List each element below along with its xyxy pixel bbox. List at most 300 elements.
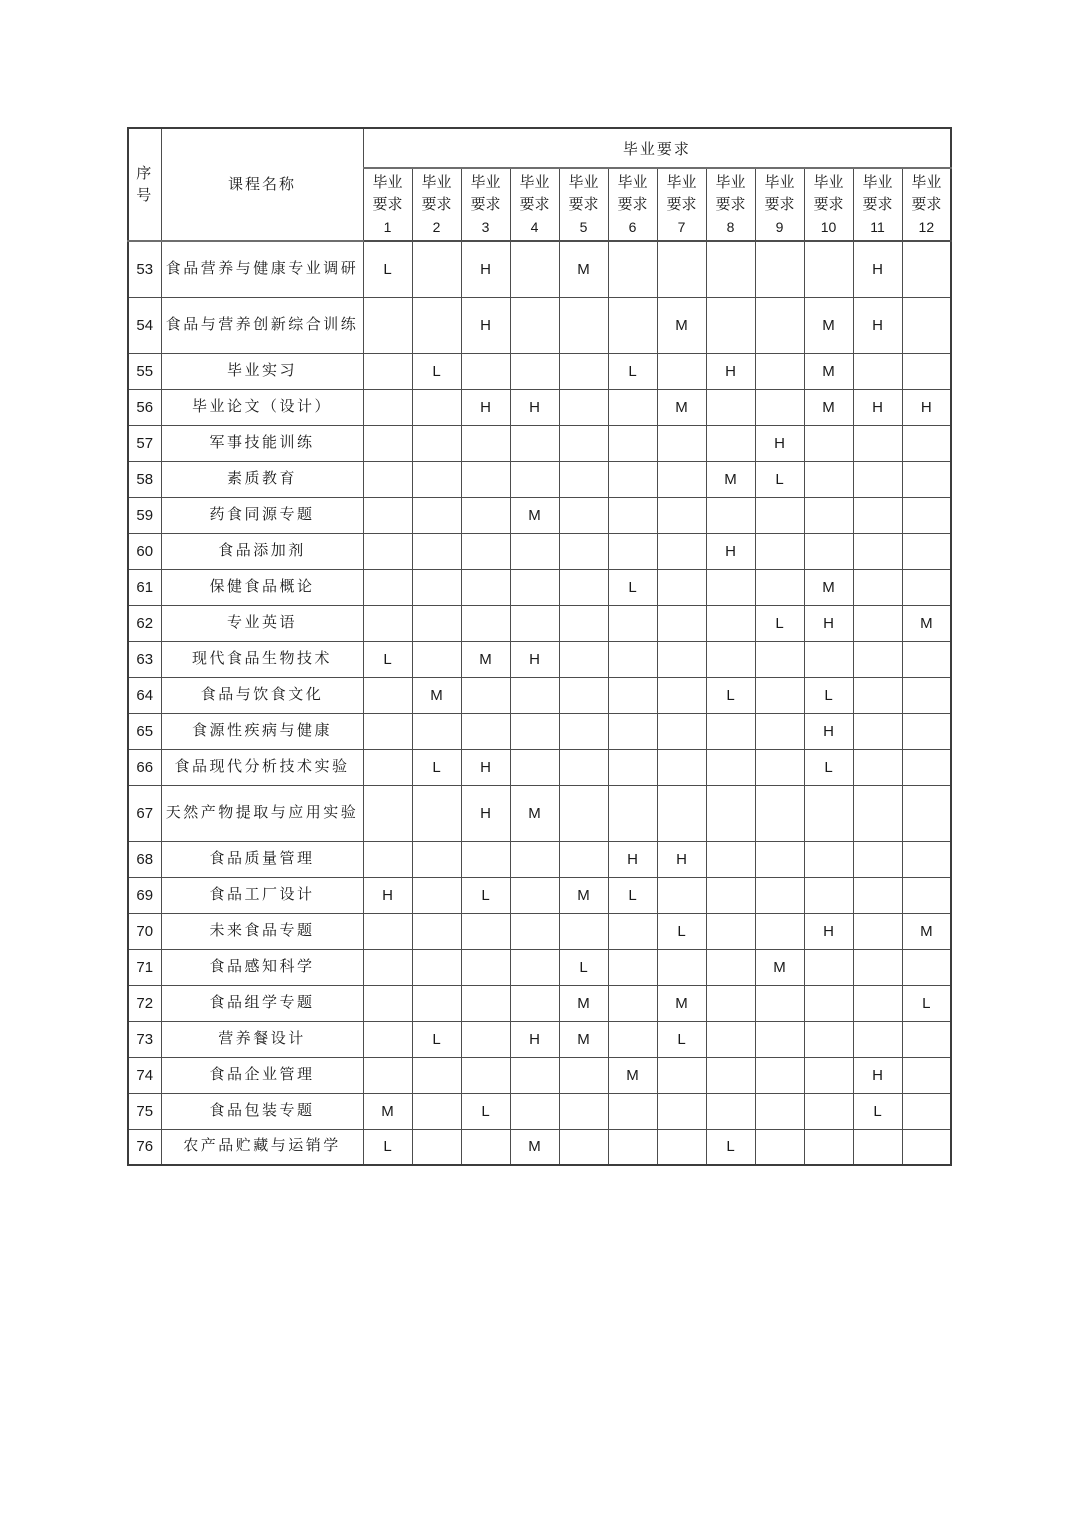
req-3-level-cell: H bbox=[461, 749, 510, 785]
req-9-level-cell: M bbox=[755, 949, 804, 985]
req-7-level-cell: L bbox=[657, 1021, 706, 1057]
req-7-level-cell bbox=[657, 1129, 706, 1165]
req-10-level-cell: M bbox=[804, 389, 853, 425]
row-number: 65 bbox=[128, 713, 161, 749]
req-6-level-cell bbox=[608, 677, 657, 713]
req-6-level-cell: L bbox=[608, 877, 657, 913]
req-1-level-cell: H bbox=[363, 877, 412, 913]
req-10-level-cell bbox=[804, 461, 853, 497]
req-9-level-cell bbox=[755, 749, 804, 785]
req-2-level-cell bbox=[412, 949, 461, 985]
req-4-level-cell: H bbox=[510, 389, 559, 425]
req-12-level-cell bbox=[902, 569, 951, 605]
req-9-level-cell bbox=[755, 677, 804, 713]
req-9-level-cell bbox=[755, 713, 804, 749]
table-row-76 bbox=[128, 1129, 951, 1165]
req-2-level-cell bbox=[412, 1129, 461, 1165]
req-6-level-cell bbox=[608, 913, 657, 949]
req-5-level-cell bbox=[559, 569, 608, 605]
req-11-level-cell bbox=[853, 1129, 902, 1165]
req-5-level-cell bbox=[559, 497, 608, 533]
req-12-level-cell bbox=[902, 353, 951, 389]
req-2-level-cell bbox=[412, 241, 461, 297]
req-3-level-cell bbox=[461, 425, 510, 461]
req-2-level-cell bbox=[412, 785, 461, 841]
table-row-73 bbox=[128, 1021, 951, 1057]
req-11-level-cell bbox=[853, 1021, 902, 1057]
req-10-level-cell: M bbox=[804, 353, 853, 389]
req-8-level-cell: M bbox=[706, 461, 755, 497]
req-10-level-cell bbox=[804, 985, 853, 1021]
req-4-level-cell bbox=[510, 297, 559, 353]
req-11-level-cell: H bbox=[853, 389, 902, 425]
req-7-level-cell bbox=[657, 1057, 706, 1093]
req-4-level-cell: M bbox=[510, 785, 559, 841]
req-1-level-cell bbox=[363, 749, 412, 785]
req-5-level-cell bbox=[559, 677, 608, 713]
header-req-col-8: 毕业 要求 8 bbox=[706, 168, 755, 241]
req-7-level-cell bbox=[657, 425, 706, 461]
req-5-level-cell bbox=[559, 913, 608, 949]
req-5-level-cell bbox=[559, 389, 608, 425]
req-6-level-cell: L bbox=[608, 569, 657, 605]
req-1-level-cell bbox=[363, 461, 412, 497]
course-name: 营养餐设计 bbox=[161, 1021, 363, 1057]
req-8-level-cell bbox=[706, 297, 755, 353]
req-6-level-cell bbox=[608, 497, 657, 533]
req-4-level-cell bbox=[510, 353, 559, 389]
req-5-level-cell bbox=[559, 713, 608, 749]
req-9-level-cell bbox=[755, 353, 804, 389]
req-2-level-cell bbox=[412, 569, 461, 605]
req-5-level-cell bbox=[559, 1129, 608, 1165]
req-5-level-cell: M bbox=[559, 1021, 608, 1057]
req-12-level-cell bbox=[902, 785, 951, 841]
req-2-level-cell bbox=[412, 641, 461, 677]
req-12-level-cell bbox=[902, 949, 951, 985]
req-5-level-cell: L bbox=[559, 949, 608, 985]
req-12-level-cell bbox=[902, 497, 951, 533]
req-4-level-cell bbox=[510, 461, 559, 497]
req-1-level-cell bbox=[363, 785, 412, 841]
header-graduation-requirements-group: 毕业要求 bbox=[363, 128, 951, 168]
table-row-65 bbox=[128, 713, 951, 749]
req-10-level-cell bbox=[804, 1129, 853, 1165]
header-req-col-5: 毕业 要求 5 bbox=[559, 168, 608, 241]
req-5-level-cell bbox=[559, 1093, 608, 1129]
req-8-level-cell bbox=[706, 877, 755, 913]
header-req-col-2: 毕业 要求 2 bbox=[412, 168, 461, 241]
table-row-64 bbox=[128, 677, 951, 713]
course-name: 食品质量管理 bbox=[161, 841, 363, 877]
req-10-level-cell bbox=[804, 533, 853, 569]
req-1-level-cell: M bbox=[363, 1093, 412, 1129]
req-2-level-cell bbox=[412, 913, 461, 949]
req-2-level-cell bbox=[412, 877, 461, 913]
row-number: 60 bbox=[128, 533, 161, 569]
req-7-level-cell: M bbox=[657, 297, 706, 353]
req-4-level-cell bbox=[510, 677, 559, 713]
req-11-level-cell bbox=[853, 713, 902, 749]
req-9-level-cell bbox=[755, 533, 804, 569]
req-1-level-cell bbox=[363, 949, 412, 985]
req-7-level-cell bbox=[657, 1093, 706, 1129]
course-name: 食源性疾病与健康 bbox=[161, 713, 363, 749]
req-10-level-cell bbox=[804, 497, 853, 533]
req-1-level-cell bbox=[363, 569, 412, 605]
req-2-level-cell bbox=[412, 297, 461, 353]
table-row-53 bbox=[128, 241, 951, 297]
req-7-level-cell: H bbox=[657, 841, 706, 877]
req-11-level-cell bbox=[853, 841, 902, 877]
req-11-level-cell bbox=[853, 533, 902, 569]
table-row-67 bbox=[128, 785, 951, 841]
req-4-level-cell bbox=[510, 749, 559, 785]
req-5-level-cell bbox=[559, 785, 608, 841]
header-course-name: 课程名称 bbox=[161, 128, 363, 241]
req-3-level-cell: H bbox=[461, 241, 510, 297]
course-name: 保健食品概论 bbox=[161, 569, 363, 605]
req-6-level-cell: L bbox=[608, 353, 657, 389]
header-req-col-3: 毕业 要求 3 bbox=[461, 168, 510, 241]
req-12-level-cell bbox=[902, 297, 951, 353]
req-7-level-cell bbox=[657, 949, 706, 985]
row-number: 55 bbox=[128, 353, 161, 389]
req-2-level-cell bbox=[412, 985, 461, 1021]
header-req-col-9: 毕业 要求 9 bbox=[755, 168, 804, 241]
req-10-level-cell: M bbox=[804, 569, 853, 605]
req-4-level-cell: H bbox=[510, 641, 559, 677]
req-11-level-cell bbox=[853, 425, 902, 461]
req-8-level-cell bbox=[706, 1057, 755, 1093]
req-3-level-cell: L bbox=[461, 877, 510, 913]
req-5-level-cell bbox=[559, 425, 608, 461]
req-6-level-cell bbox=[608, 297, 657, 353]
row-number: 56 bbox=[128, 389, 161, 425]
row-number: 59 bbox=[128, 497, 161, 533]
table-row-60 bbox=[128, 533, 951, 569]
req-9-level-cell bbox=[755, 913, 804, 949]
req-10-level-cell: M bbox=[804, 297, 853, 353]
req-2-level-cell bbox=[412, 425, 461, 461]
req-3-level-cell: H bbox=[461, 297, 510, 353]
req-3-level-cell bbox=[461, 949, 510, 985]
req-7-level-cell: L bbox=[657, 913, 706, 949]
req-11-level-cell bbox=[853, 749, 902, 785]
row-number: 72 bbox=[128, 985, 161, 1021]
header-req-col-4: 毕业 要求 4 bbox=[510, 168, 559, 241]
req-9-level-cell bbox=[755, 841, 804, 877]
req-4-level-cell bbox=[510, 241, 559, 297]
table-row-63 bbox=[128, 641, 951, 677]
course-name: 食品包装专题 bbox=[161, 1093, 363, 1129]
req-6-level-cell: M bbox=[608, 1057, 657, 1093]
req-8-level-cell bbox=[706, 1021, 755, 1057]
req-12-level-cell bbox=[902, 677, 951, 713]
row-number: 62 bbox=[128, 605, 161, 641]
req-11-level-cell bbox=[853, 913, 902, 949]
req-6-level-cell bbox=[608, 641, 657, 677]
req-6-level-cell bbox=[608, 785, 657, 841]
req-10-level-cell bbox=[804, 425, 853, 461]
table-row-61 bbox=[128, 569, 951, 605]
req-6-level-cell bbox=[608, 1129, 657, 1165]
req-3-level-cell bbox=[461, 1021, 510, 1057]
req-1-level-cell bbox=[363, 677, 412, 713]
table-row-75 bbox=[128, 1093, 951, 1129]
req-5-level-cell bbox=[559, 749, 608, 785]
req-2-level-cell bbox=[412, 533, 461, 569]
req-11-level-cell bbox=[853, 641, 902, 677]
req-7-level-cell bbox=[657, 641, 706, 677]
table-row-59 bbox=[128, 497, 951, 533]
header-req-col-7: 毕业 要求 7 bbox=[657, 168, 706, 241]
req-1-level-cell bbox=[363, 1057, 412, 1093]
req-3-level-cell bbox=[461, 677, 510, 713]
req-8-level-cell bbox=[706, 241, 755, 297]
req-3-level-cell: H bbox=[461, 389, 510, 425]
course-name: 食品感知科学 bbox=[161, 949, 363, 985]
req-1-level-cell bbox=[363, 389, 412, 425]
req-9-level-cell bbox=[755, 877, 804, 913]
req-2-level-cell: L bbox=[412, 1021, 461, 1057]
req-6-level-cell bbox=[608, 985, 657, 1021]
req-2-level-cell: L bbox=[412, 749, 461, 785]
course-name: 素质教育 bbox=[161, 461, 363, 497]
req-1-level-cell bbox=[363, 533, 412, 569]
table-row-58 bbox=[128, 461, 951, 497]
req-9-level-cell bbox=[755, 641, 804, 677]
req-10-level-cell bbox=[804, 785, 853, 841]
req-10-level-cell bbox=[804, 1021, 853, 1057]
req-12-level-cell bbox=[902, 425, 951, 461]
req-9-level-cell bbox=[755, 1129, 804, 1165]
req-4-level-cell bbox=[510, 985, 559, 1021]
row-number: 73 bbox=[128, 1021, 161, 1057]
req-7-level-cell bbox=[657, 785, 706, 841]
req-8-level-cell: L bbox=[706, 677, 755, 713]
row-number: 69 bbox=[128, 877, 161, 913]
req-7-level-cell bbox=[657, 713, 706, 749]
req-12-level-cell bbox=[902, 1021, 951, 1057]
header-req-col-10: 毕业 要求 10 bbox=[804, 168, 853, 241]
req-3-level-cell: H bbox=[461, 785, 510, 841]
row-number: 74 bbox=[128, 1057, 161, 1093]
req-8-level-cell bbox=[706, 1093, 755, 1129]
req-12-level-cell bbox=[902, 461, 951, 497]
table-row-55 bbox=[128, 353, 951, 389]
req-7-level-cell bbox=[657, 497, 706, 533]
req-4-level-cell bbox=[510, 913, 559, 949]
header-req-col-12: 毕业 要求 12 bbox=[902, 168, 951, 241]
course-name: 食品企业管理 bbox=[161, 1057, 363, 1093]
req-12-level-cell bbox=[902, 841, 951, 877]
row-number: 75 bbox=[128, 1093, 161, 1129]
table-row-56 bbox=[128, 389, 951, 425]
req-6-level-cell bbox=[608, 461, 657, 497]
header-group-row bbox=[128, 128, 951, 168]
req-6-level-cell bbox=[608, 713, 657, 749]
req-10-level-cell: H bbox=[804, 913, 853, 949]
req-10-level-cell: H bbox=[804, 605, 853, 641]
course-name: 农产品贮藏与运销学 bbox=[161, 1129, 363, 1165]
course-name: 食品工厂设计 bbox=[161, 877, 363, 913]
table-row-70 bbox=[128, 913, 951, 949]
row-number: 71 bbox=[128, 949, 161, 985]
req-9-level-cell bbox=[755, 389, 804, 425]
req-12-level-cell: M bbox=[902, 913, 951, 949]
req-6-level-cell bbox=[608, 389, 657, 425]
req-7-level-cell bbox=[657, 569, 706, 605]
req-7-level-cell bbox=[657, 353, 706, 389]
req-1-level-cell bbox=[363, 425, 412, 461]
req-9-level-cell: L bbox=[755, 461, 804, 497]
row-number: 63 bbox=[128, 641, 161, 677]
table-row-62 bbox=[128, 605, 951, 641]
table-row-74 bbox=[128, 1057, 951, 1093]
row-number: 64 bbox=[128, 677, 161, 713]
req-3-level-cell bbox=[461, 713, 510, 749]
req-2-level-cell bbox=[412, 713, 461, 749]
course-name: 食品与饮食文化 bbox=[161, 677, 363, 713]
course-graduation-requirements-matrix bbox=[127, 127, 952, 1166]
req-1-level-cell: L bbox=[363, 241, 412, 297]
req-11-level-cell bbox=[853, 461, 902, 497]
req-10-level-cell bbox=[804, 949, 853, 985]
req-6-level-cell bbox=[608, 533, 657, 569]
req-1-level-cell bbox=[363, 985, 412, 1021]
req-9-level-cell bbox=[755, 1093, 804, 1129]
req-6-level-cell bbox=[608, 425, 657, 461]
req-1-level-cell bbox=[363, 297, 412, 353]
req-11-level-cell bbox=[853, 877, 902, 913]
req-5-level-cell bbox=[559, 533, 608, 569]
req-7-level-cell bbox=[657, 677, 706, 713]
req-12-level-cell: L bbox=[902, 985, 951, 1021]
req-12-level-cell bbox=[902, 241, 951, 297]
row-number: 53 bbox=[128, 241, 161, 297]
req-12-level-cell bbox=[902, 749, 951, 785]
req-9-level-cell: H bbox=[755, 425, 804, 461]
req-1-level-cell bbox=[363, 497, 412, 533]
req-8-level-cell bbox=[706, 985, 755, 1021]
req-2-level-cell bbox=[412, 841, 461, 877]
header-serial-number: 序号 bbox=[128, 128, 161, 241]
req-7-level-cell bbox=[657, 461, 706, 497]
course-name: 军事技能训练 bbox=[161, 425, 363, 461]
table-row-57 bbox=[128, 425, 951, 461]
req-9-level-cell bbox=[755, 297, 804, 353]
header-req-col-11: 毕业 要求 11 bbox=[853, 168, 902, 241]
req-8-level-cell bbox=[706, 749, 755, 785]
req-11-level-cell bbox=[853, 497, 902, 533]
req-3-level-cell: L bbox=[461, 1093, 510, 1129]
req-7-level-cell bbox=[657, 605, 706, 641]
req-6-level-cell: H bbox=[608, 841, 657, 877]
req-2-level-cell: L bbox=[412, 353, 461, 389]
req-8-level-cell bbox=[706, 913, 755, 949]
req-4-level-cell bbox=[510, 1093, 559, 1129]
req-7-level-cell: M bbox=[657, 389, 706, 425]
req-2-level-cell bbox=[412, 1093, 461, 1129]
req-1-level-cell bbox=[363, 841, 412, 877]
req-9-level-cell bbox=[755, 1057, 804, 1093]
header-req-col-6: 毕业 要求 6 bbox=[608, 168, 657, 241]
req-6-level-cell bbox=[608, 749, 657, 785]
req-6-level-cell bbox=[608, 241, 657, 297]
course-name: 食品现代分析技术实验 bbox=[161, 749, 363, 785]
table-row-69 bbox=[128, 877, 951, 913]
req-12-level-cell bbox=[902, 641, 951, 677]
course-name: 毕业实习 bbox=[161, 353, 363, 389]
row-number: 76 bbox=[128, 1129, 161, 1165]
req-11-level-cell: H bbox=[853, 297, 902, 353]
req-4-level-cell: M bbox=[510, 497, 559, 533]
req-1-level-cell bbox=[363, 353, 412, 389]
req-7-level-cell bbox=[657, 241, 706, 297]
course-name: 食品组学专题 bbox=[161, 985, 363, 1021]
row-number: 54 bbox=[128, 297, 161, 353]
course-name: 天然产物提取与应用实验 bbox=[161, 785, 363, 841]
table-row-68 bbox=[128, 841, 951, 877]
course-name: 现代食品生物技术 bbox=[161, 641, 363, 677]
req-11-level-cell bbox=[853, 785, 902, 841]
req-3-level-cell bbox=[461, 497, 510, 533]
req-11-level-cell bbox=[853, 569, 902, 605]
req-12-level-cell bbox=[902, 533, 951, 569]
req-3-level-cell bbox=[461, 985, 510, 1021]
req-5-level-cell bbox=[559, 353, 608, 389]
req-5-level-cell bbox=[559, 461, 608, 497]
req-9-level-cell bbox=[755, 1021, 804, 1057]
row-number: 68 bbox=[128, 841, 161, 877]
row-number: 70 bbox=[128, 913, 161, 949]
req-8-level-cell bbox=[706, 713, 755, 749]
req-10-level-cell: H bbox=[804, 713, 853, 749]
req-12-level-cell bbox=[902, 1057, 951, 1093]
req-3-level-cell bbox=[461, 841, 510, 877]
req-5-level-cell bbox=[559, 297, 608, 353]
req-12-level-cell: H bbox=[902, 389, 951, 425]
req-5-level-cell: M bbox=[559, 241, 608, 297]
req-9-level-cell bbox=[755, 569, 804, 605]
req-10-level-cell bbox=[804, 1093, 853, 1129]
header-req-col-1: 毕业 要求 1 bbox=[363, 168, 412, 241]
req-1-level-cell bbox=[363, 713, 412, 749]
req-6-level-cell bbox=[608, 949, 657, 985]
req-8-level-cell: H bbox=[706, 533, 755, 569]
req-3-level-cell bbox=[461, 1129, 510, 1165]
req-8-level-cell: H bbox=[706, 353, 755, 389]
req-2-level-cell bbox=[412, 389, 461, 425]
req-12-level-cell bbox=[902, 1129, 951, 1165]
req-2-level-cell bbox=[412, 461, 461, 497]
req-1-level-cell bbox=[363, 605, 412, 641]
req-3-level-cell: M bbox=[461, 641, 510, 677]
req-1-level-cell bbox=[363, 1021, 412, 1057]
req-9-level-cell bbox=[755, 241, 804, 297]
req-10-level-cell bbox=[804, 841, 853, 877]
req-12-level-cell: M bbox=[902, 605, 951, 641]
req-10-level-cell: L bbox=[804, 677, 853, 713]
table-row-54 bbox=[128, 297, 951, 353]
req-4-level-cell bbox=[510, 605, 559, 641]
req-1-level-cell: L bbox=[363, 641, 412, 677]
table-row-66 bbox=[128, 749, 951, 785]
req-8-level-cell: L bbox=[706, 1129, 755, 1165]
req-4-level-cell bbox=[510, 533, 559, 569]
req-8-level-cell bbox=[706, 949, 755, 985]
